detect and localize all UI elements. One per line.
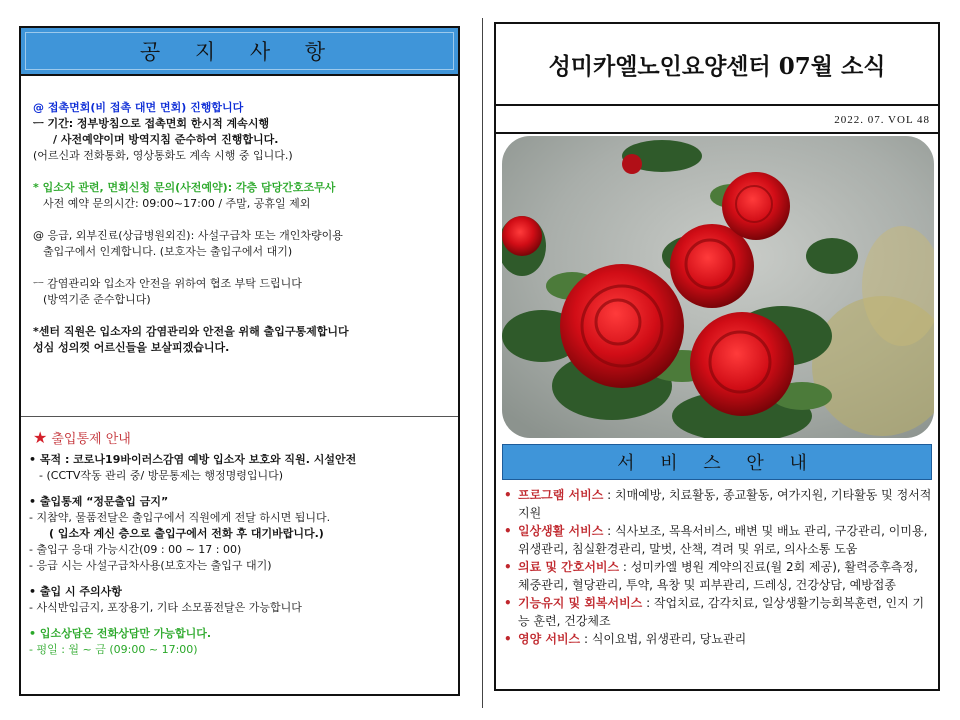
service-description: : 치매예방, 치료활동, 종교활동, 여가지원, 기타활동 및 정서적 지원 xyxy=(518,488,932,520)
service-name: 기능유지 및 회복서비스 xyxy=(518,596,643,610)
red-roses-photo xyxy=(502,136,934,438)
newsletter-title: 성미카엘노인요양센터 07월 소식 xyxy=(496,24,938,106)
volume-rule xyxy=(496,132,938,134)
text-line: • 목적 : 코로나19바이러스감염 예방 입소자 보호와 직원. 시설안전 xyxy=(29,453,357,466)
line-gap xyxy=(29,574,454,584)
service-heading: 서 비 스 안 내 xyxy=(502,444,932,480)
text-line: (방역기준 준수합니다) xyxy=(43,293,151,306)
text-line: *센터 직원은 입소자의 감염관리와 안전을 위해 출입구통제합니다 xyxy=(33,325,349,338)
column-divider xyxy=(482,18,483,708)
service-description: : 작업치료, 감각치료, 일상생활기능회복훈련, 인지 기능 훈련, 건강체조 xyxy=(518,596,925,628)
entry-control-title: 출입통제 안내 xyxy=(51,432,131,447)
text-line: - 지참약, 물품전달은 출입구에서 직원에게 전달 하시면 됩니다. xyxy=(29,511,331,524)
section-divider xyxy=(21,416,458,417)
line-gap xyxy=(33,212,453,228)
text-line: - (CCTV작동 관리 중/ 방문통제는 행정명령입니다) xyxy=(39,469,283,482)
text-line: • 입소상담은 전화상담만 가능합니다. xyxy=(29,627,212,640)
text-line: 출입구에서 인계합니다. (보호자는 출입구에서 대기) xyxy=(43,245,293,258)
service-item xyxy=(504,558,932,594)
entry-control-text xyxy=(29,452,454,658)
text-line: (어르신과 전화통화, 영상통화도 계속 시행 중 입니다.) xyxy=(33,149,293,162)
text-line: • 출입통제 “정문출입 금지” xyxy=(29,495,169,508)
notice-text xyxy=(33,100,453,356)
text-line: ( 입소자 계신 층으로 출입구에서 전화 후 대기바랍니다.) xyxy=(49,527,324,540)
text-line: @ 접촉면회(비 접촉 대면 면회) 진행합니다 xyxy=(33,101,244,114)
line-gap xyxy=(33,308,453,324)
text-line: - 출입구 응대 가능시간(09 : 00 ~ 17 : 00) xyxy=(29,543,242,556)
service-name: 영양 서비스 xyxy=(518,632,581,646)
service-name: 의료 및 간호서비스 xyxy=(518,560,620,574)
newsletter-panel xyxy=(494,22,940,691)
entry-control-heading xyxy=(33,428,131,447)
text-line: - 평일 : 월 ~ 금 (09:00 ~ 17:00) xyxy=(29,643,198,656)
service-item xyxy=(504,630,932,648)
star-icon: ★ xyxy=(33,428,48,447)
text-line: - 사식반입금지, 포장용기, 기타 소모품전달은 가능합니다 xyxy=(29,601,302,614)
notice-panel xyxy=(19,26,460,696)
notice-title-inner-frame xyxy=(25,32,454,70)
line-gap xyxy=(33,164,453,180)
text-line: @ 응급, 외부진료(상급병원외진): 사설구급차 또는 개인차량이용 xyxy=(33,229,343,242)
service-name: 일상생활 서비스 xyxy=(518,524,604,538)
text-line: / 사전예약이며 방역지침 준수하여 진행합니다. xyxy=(53,133,279,146)
text-line: ㅡ 기간: 정부방침으로 접촉면회 한시적 계속시행 xyxy=(33,117,270,130)
service-item xyxy=(504,594,932,630)
service-list xyxy=(504,486,932,648)
line-gap xyxy=(29,484,454,494)
service-description: : 식사보조, 목욕서비스, 배변 및 배뇨 관리, 구강관리, 이미용, 위생관리, 침실환경관리, 말벗, 산책, 격려 및 위로, 의사소통 도움 xyxy=(518,524,928,556)
line-gap xyxy=(29,616,454,626)
text-line: - 응급 시는 사설구급차사용(보호자는 출입구 대기) xyxy=(29,559,272,572)
notice-title-bar xyxy=(21,28,458,76)
text-line: 성심 성의껏 어르신들을 보살피겠습니다. xyxy=(33,341,230,354)
service-description: : 식이요법, 위생관리, 당뇨관리 xyxy=(580,632,747,646)
service-item xyxy=(504,522,932,558)
service-name: 프로그램 서비스 xyxy=(518,488,604,502)
text-line: • 출입 시 주의사항 xyxy=(29,585,122,598)
text-line: 사전 예약 문의시간: 09:00~17:00 / 주말, 공휴일 제외 xyxy=(43,197,311,210)
notice-title: 공 지 사 항 xyxy=(139,40,340,64)
service-item xyxy=(504,486,932,522)
line-gap xyxy=(33,260,453,276)
service-description: : 성미카엘 병원 계약의진료(월 2회 제공), 활력증후측정, 체중관리, 혈당관리, 투약, 욕창 및 피부관리, 드레싱, 건강상담, 예방접종 xyxy=(518,560,918,592)
issue-volume: 2022. 07. VOL 48 xyxy=(834,114,930,126)
text-line: ㅡ 감염관리와 입소자 안전을 위하여 협조 부탁 드립니다 xyxy=(33,277,302,290)
text-line: * 입소자 관련, 면회신청 문의(사전예약): 각층 담당간호조무사 xyxy=(33,181,336,194)
